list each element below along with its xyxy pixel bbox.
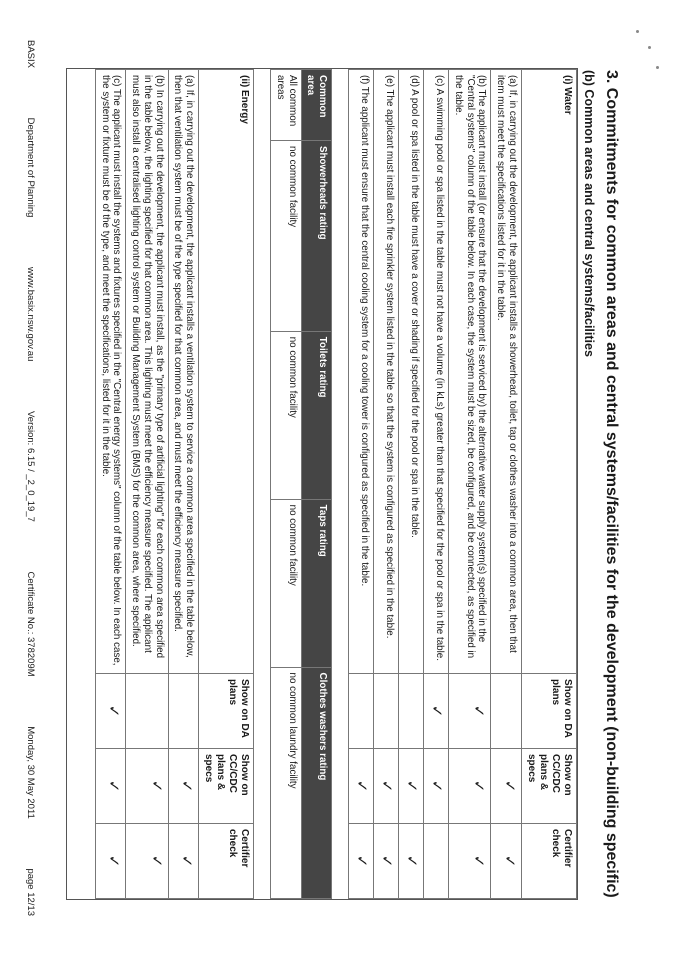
footer-page-number: page 12/13 <box>25 868 36 916</box>
energy-item-a <box>168 70 199 899</box>
check-icon: ✓ <box>126 824 168 899</box>
check-icon: ✓ <box>96 674 127 749</box>
check-icon: ✓ <box>168 749 199 824</box>
check-icon <box>168 674 199 749</box>
scan-speck <box>636 30 639 33</box>
col-header-cc: Show on CC/CDC plans & specs <box>522 749 577 824</box>
footer-version: Version: 6.15 / _2_0_19_7 <box>25 410 36 522</box>
check-icon: ✓ <box>96 824 127 899</box>
col-header-da: Show on DA plans <box>199 674 254 749</box>
water-item-f <box>349 70 374 899</box>
check-icon: ✓ <box>399 824 424 899</box>
check-icon: ✓ <box>374 824 399 899</box>
energy-heading: (ii) Energy <box>199 70 254 674</box>
ratings-cell: no common laundry facility <box>271 667 302 898</box>
ratings-header: Taps rating <box>301 499 332 667</box>
check-icon <box>491 674 522 749</box>
footer-url: www.basix.nsw.gov.au <box>25 267 36 362</box>
check-icon: ✓ <box>96 749 127 824</box>
check-icon: ✓ <box>449 824 491 899</box>
ratings-header: Toilets rating <box>301 331 332 499</box>
water-table <box>348 69 577 899</box>
page-footer <box>25 40 36 916</box>
ratings-cell: no common facility <box>271 331 302 499</box>
check-icon <box>424 824 449 899</box>
ratings-cell: no common facility <box>271 499 302 667</box>
item-text: (a) If, in carrying out the development, the applicant installs a showerhead, toilet, tap or clothes washer into a common area, then that item must meet the specifications listed for it in the table. <box>491 70 522 674</box>
col-header-cc: Show on CC/CDC plans & specs <box>199 749 254 824</box>
ratings-header: Clothes washers rating <box>301 667 332 898</box>
col-header-certifier: Certifier check <box>522 824 577 899</box>
water-heading: (i) Water <box>522 70 577 674</box>
item-text: (d) A pool or spa listed in the table must have a cover or shading if specified for the pool or spa in the table. <box>399 70 424 674</box>
energy-item-b <box>126 70 168 899</box>
check-icon: ✓ <box>449 749 491 824</box>
page-title: 3. Commitments for common areas and central systems/facilities for the development (non-building specific) <box>603 70 620 898</box>
ratings-header: Common area <box>301 70 332 141</box>
check-icon: ✓ <box>424 749 449 824</box>
col-header-certifier: Certifier check <box>199 824 254 899</box>
item-text: (f) The applicant must ensure that the central cooling system for a cooling tower is configured as specified in the table. <box>349 70 374 674</box>
ratings-cell: no common facility <box>271 141 302 332</box>
scan-speck <box>648 46 651 49</box>
section-title: (b) Common areas and central systems/facilities <box>582 70 596 357</box>
ratings-header-row <box>301 70 332 899</box>
item-text: (b) The applicant must install (or ensure that the development is serviced by) the alternative water supply system(s) specified in the "Central systems" column of the table below. In each case, the system must be sized, be configured, and be connected, as specified in the table. <box>449 70 491 674</box>
scan-speck <box>656 66 659 69</box>
check-icon <box>349 674 374 749</box>
item-text: (b) In carrying out the development, the applicant must install, as the "primary type of artificial lighting" for each common area specified in the table below, the lighting specified for that common area. This lighting must meet the efficiency measure specified. The applicant must also install a centralised lighting control system or Building Management System (BMS) for the common area, where specified. <box>126 70 168 674</box>
col-header-da: Show on DA plans <box>522 674 577 749</box>
item-text: (e) The applicant must install each fire sprinkler system listed in the table so that the system is configured as specified in the table. <box>374 70 399 674</box>
check-icon: ✓ <box>374 749 399 824</box>
check-icon: ✓ <box>349 749 374 824</box>
check-icon: ✓ <box>349 824 374 899</box>
item-text: (a) If, in carrying out the development, the applicant installs a ventilation system to service a common area specified in the table below, then that ventilation system must be of the type specified for that common area, and must meet the efficiency measure specified. <box>168 70 199 674</box>
energy-header-row <box>199 70 254 899</box>
item-text: (c) The applicant must install the systems and fixtures specified in the "Central energy systems" column of the table below. In each case, the system or fixture must be of the type, and meet the specifications, listed for it in the table. <box>96 70 127 674</box>
ratings-table <box>270 69 332 899</box>
water-item-a <box>491 70 522 899</box>
ratings-row <box>271 70 302 899</box>
water-item-d <box>399 70 424 899</box>
water-item-e <box>374 70 399 899</box>
check-icon: ✓ <box>449 674 491 749</box>
check-icon <box>126 674 168 749</box>
ratings-header: Showerheads rating <box>301 141 332 332</box>
check-icon: ✓ <box>424 674 449 749</box>
energy-table <box>95 69 254 899</box>
footer-date: Monday, 30 May 2011 <box>25 726 36 819</box>
item-text: (c) A swimming pool or spa listed in the table must not have a volume (in kLs) greater than that specified for the pool or spa in the table. <box>424 70 449 674</box>
check-icon <box>374 674 399 749</box>
check-icon <box>399 674 424 749</box>
footer-certificate: Certificate No.: 378209M <box>25 571 36 677</box>
ratings-cell: All common areas <box>271 70 302 141</box>
water-header-row <box>522 70 577 899</box>
check-icon: ✓ <box>491 749 522 824</box>
check-icon: ✓ <box>491 824 522 899</box>
commitments-frame <box>66 68 578 900</box>
check-icon: ✓ <box>168 824 199 899</box>
check-icon: ✓ <box>126 749 168 824</box>
check-icon: ✓ <box>399 749 424 824</box>
water-item-b <box>449 70 491 899</box>
energy-item-c <box>96 70 127 899</box>
footer-department: Department of Planning <box>25 117 36 218</box>
footer-basix: BASIX <box>25 40 36 68</box>
water-item-c <box>424 70 449 899</box>
